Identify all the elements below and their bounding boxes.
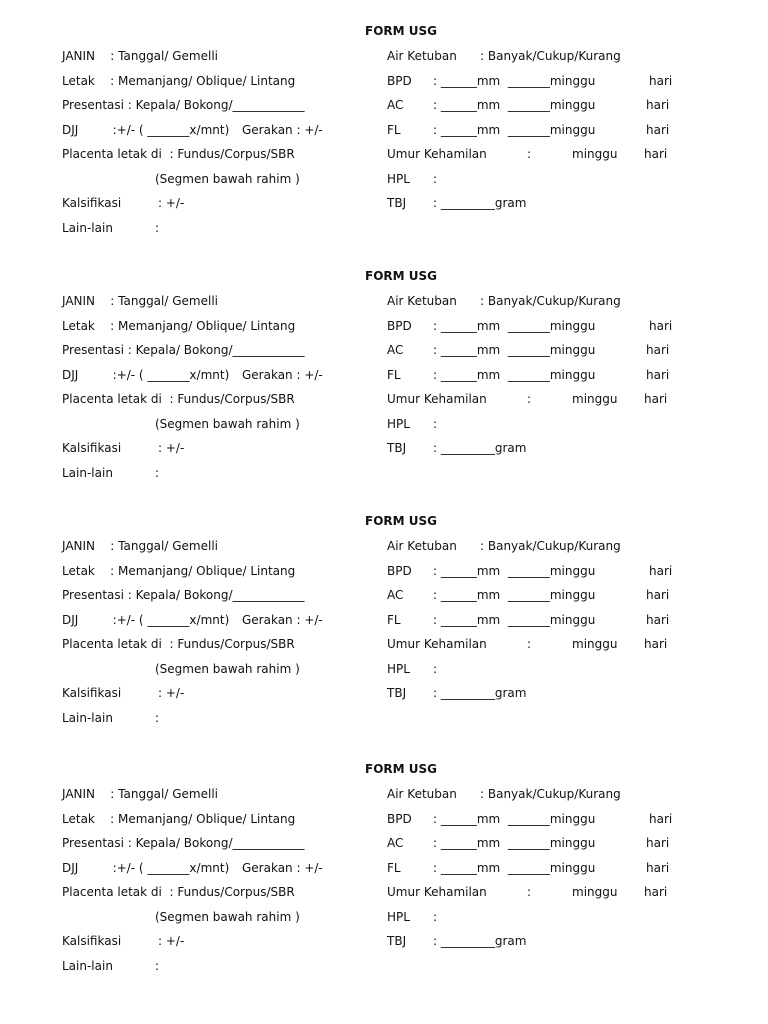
ac-label: AC bbox=[387, 588, 404, 602]
hpl-label: HPL bbox=[387, 910, 410, 924]
fl-hari: hari bbox=[646, 123, 670, 137]
tbj-label: TBJ bbox=[387, 934, 407, 948]
umur-kehamilan-hari: hari bbox=[644, 885, 668, 899]
fl-label: FL bbox=[387, 613, 401, 627]
presentasi-line: Presentasi : Kepala/ Bokong/____________ bbox=[62, 98, 305, 112]
letak-line: Letak : Memanjang/ Oblique/ Lintang bbox=[62, 812, 296, 826]
lain-label: Lain-lain bbox=[62, 221, 113, 235]
air-ketuban-label: Air Ketuban bbox=[387, 49, 457, 63]
air-ketuban-value: : Banyak/Cukup/Kurang bbox=[480, 49, 621, 63]
kalsifikasi-label: Kalsifikasi bbox=[62, 686, 122, 700]
umur-kehamilan-label: Umur Kehamilan bbox=[387, 147, 487, 161]
umur-kehamilan-label: Umur Kehamilan bbox=[387, 637, 487, 651]
hpl-value: : bbox=[433, 417, 438, 431]
usg-form-1 bbox=[0, 0, 768, 240]
kalsifikasi-label: Kalsifikasi bbox=[62, 196, 122, 210]
air-ketuban-label: Air Ketuban bbox=[387, 539, 457, 553]
bpd-measure: : ______mm _______minggu bbox=[433, 564, 596, 578]
hpl-value: : bbox=[433, 662, 438, 676]
fl-label: FL bbox=[387, 861, 401, 875]
ac-measure: : ______mm _______minggu bbox=[433, 98, 596, 112]
umur-kehamilan-minggu: minggu bbox=[572, 392, 618, 406]
bpd-hari: hari bbox=[649, 319, 673, 333]
bpd-label: BPD bbox=[387, 319, 412, 333]
janin-line: JANIN : Tanggal/ Gemelli bbox=[62, 49, 218, 63]
fl-measure: : ______mm _______minggu bbox=[433, 613, 596, 627]
lain-value: : bbox=[155, 711, 160, 725]
ac-measure: : ______mm _______minggu bbox=[433, 343, 596, 357]
lain-value: : bbox=[155, 466, 160, 480]
placenta-line: Placenta letak di : Fundus/Corpus/SBR bbox=[62, 147, 295, 161]
umur-kehamilan-colon: : bbox=[527, 885, 532, 899]
umur-kehamilan-colon: : bbox=[527, 147, 532, 161]
presentasi-line: Presentasi : Kepala/ Bokong/____________ bbox=[62, 588, 305, 602]
presentasi-line: Presentasi : Kepala/ Bokong/____________ bbox=[62, 343, 305, 357]
gerakan-line: Gerakan : +/- bbox=[242, 368, 323, 382]
form-title: FORM USG bbox=[365, 269, 437, 283]
hpl-label: HPL bbox=[387, 417, 410, 431]
hpl-label: HPL bbox=[387, 662, 410, 676]
tbj-label: TBJ bbox=[387, 441, 407, 455]
form-title: FORM USG bbox=[365, 514, 437, 528]
tbj-label: TBJ bbox=[387, 686, 407, 700]
hpl-value: : bbox=[433, 172, 438, 186]
fl-measure: : ______mm _______minggu bbox=[433, 368, 596, 382]
air-ketuban-value: : Banyak/Cukup/Kurang bbox=[480, 787, 621, 801]
tbj-value: : _________gram bbox=[433, 934, 527, 948]
fl-measure: : ______mm _______minggu bbox=[433, 123, 596, 137]
umur-kehamilan-minggu: minggu bbox=[572, 147, 618, 161]
lain-value: : bbox=[155, 221, 160, 235]
umur-kehamilan-hari: hari bbox=[644, 392, 668, 406]
air-ketuban-value: : Banyak/Cukup/Kurang bbox=[480, 539, 621, 553]
ac-measure: : ______mm _______minggu bbox=[433, 588, 596, 602]
bpd-measure: : ______mm _______minggu bbox=[433, 319, 596, 333]
ac-measure: : ______mm _______minggu bbox=[433, 836, 596, 850]
bpd-hari: hari bbox=[649, 74, 673, 88]
bpd-label: BPD bbox=[387, 812, 412, 826]
kalsifikasi-value: : +/- bbox=[158, 441, 185, 455]
placenta-line: Placenta letak di : Fundus/Corpus/SBR bbox=[62, 637, 295, 651]
bpd-hari: hari bbox=[649, 812, 673, 826]
air-ketuban-label: Air Ketuban bbox=[387, 294, 457, 308]
form-title: FORM USG bbox=[365, 762, 437, 776]
letak-line: Letak : Memanjang/ Oblique/ Lintang bbox=[62, 74, 296, 88]
ac-label: AC bbox=[387, 836, 404, 850]
ac-hari: hari bbox=[646, 343, 670, 357]
djj-line: DJJ :+/- ( _______x/mnt) bbox=[62, 861, 230, 875]
lain-value: : bbox=[155, 959, 160, 973]
segmen-line: (Segmen bawah rahim ) bbox=[155, 662, 300, 676]
hpl-value: : bbox=[433, 910, 438, 924]
air-ketuban-value: : Banyak/Cukup/Kurang bbox=[480, 294, 621, 308]
air-ketuban-label: Air Ketuban bbox=[387, 787, 457, 801]
fl-hari: hari bbox=[646, 861, 670, 875]
tbj-value: : _________gram bbox=[433, 196, 527, 210]
lain-label: Lain-lain bbox=[62, 466, 113, 480]
tbj-value: : _________gram bbox=[433, 441, 527, 455]
kalsifikasi-value: : +/- bbox=[158, 934, 185, 948]
bpd-measure: : ______mm _______minggu bbox=[433, 74, 596, 88]
lain-label: Lain-lain bbox=[62, 711, 113, 725]
ac-label: AC bbox=[387, 343, 404, 357]
djj-line: DJJ :+/- ( _______x/mnt) bbox=[62, 368, 230, 382]
segmen-line: (Segmen bawah rahim ) bbox=[155, 910, 300, 924]
umur-kehamilan-minggu: minggu bbox=[572, 637, 618, 651]
lain-label: Lain-lain bbox=[62, 959, 113, 973]
janin-line: JANIN : Tanggal/ Gemelli bbox=[62, 539, 218, 553]
segmen-line: (Segmen bawah rahim ) bbox=[155, 172, 300, 186]
kalsifikasi-value: : +/- bbox=[158, 686, 185, 700]
presentasi-line: Presentasi : Kepala/ Bokong/____________ bbox=[62, 836, 305, 850]
umur-kehamilan-colon: : bbox=[527, 392, 532, 406]
letak-line: Letak : Memanjang/ Oblique/ Lintang bbox=[62, 319, 296, 333]
djj-line: DJJ :+/- ( _______x/mnt) bbox=[62, 123, 230, 137]
usg-form-4 bbox=[0, 738, 768, 978]
form-title: FORM USG bbox=[365, 24, 437, 38]
segmen-line: (Segmen bawah rahim ) bbox=[155, 417, 300, 431]
kalsifikasi-value: : +/- bbox=[158, 196, 185, 210]
ac-label: AC bbox=[387, 98, 404, 112]
gerakan-line: Gerakan : +/- bbox=[242, 613, 323, 627]
fl-label: FL bbox=[387, 123, 401, 137]
fl-label: FL bbox=[387, 368, 401, 382]
gerakan-line: Gerakan : +/- bbox=[242, 861, 323, 875]
gerakan-line: Gerakan : +/- bbox=[242, 123, 323, 137]
umur-kehamilan-hari: hari bbox=[644, 637, 668, 651]
tbj-label: TBJ bbox=[387, 196, 407, 210]
umur-kehamilan-colon: : bbox=[527, 637, 532, 651]
tbj-value: : _________gram bbox=[433, 686, 527, 700]
usg-form-3 bbox=[0, 490, 768, 730]
bpd-hari: hari bbox=[649, 564, 673, 578]
usg-form-2 bbox=[0, 245, 768, 485]
placenta-line: Placenta letak di : Fundus/Corpus/SBR bbox=[62, 392, 295, 406]
fl-hari: hari bbox=[646, 613, 670, 627]
bpd-label: BPD bbox=[387, 564, 412, 578]
umur-kehamilan-label: Umur Kehamilan bbox=[387, 392, 487, 406]
umur-kehamilan-minggu: minggu bbox=[572, 885, 618, 899]
kalsifikasi-label: Kalsifikasi bbox=[62, 441, 122, 455]
umur-kehamilan-label: Umur Kehamilan bbox=[387, 885, 487, 899]
ac-hari: hari bbox=[646, 588, 670, 602]
fl-measure: : ______mm _______minggu bbox=[433, 861, 596, 875]
janin-line: JANIN : Tanggal/ Gemelli bbox=[62, 787, 218, 801]
umur-kehamilan-hari: hari bbox=[644, 147, 668, 161]
fl-hari: hari bbox=[646, 368, 670, 382]
janin-line: JANIN : Tanggal/ Gemelli bbox=[62, 294, 218, 308]
kalsifikasi-label: Kalsifikasi bbox=[62, 934, 122, 948]
hpl-label: HPL bbox=[387, 172, 410, 186]
djj-line: DJJ :+/- ( _______x/mnt) bbox=[62, 613, 230, 627]
bpd-label: BPD bbox=[387, 74, 412, 88]
letak-line: Letak : Memanjang/ Oblique/ Lintang bbox=[62, 564, 296, 578]
ac-hari: hari bbox=[646, 98, 670, 112]
bpd-measure: : ______mm _______minggu bbox=[433, 812, 596, 826]
placenta-line: Placenta letak di : Fundus/Corpus/SBR bbox=[62, 885, 295, 899]
ac-hari: hari bbox=[646, 836, 670, 850]
